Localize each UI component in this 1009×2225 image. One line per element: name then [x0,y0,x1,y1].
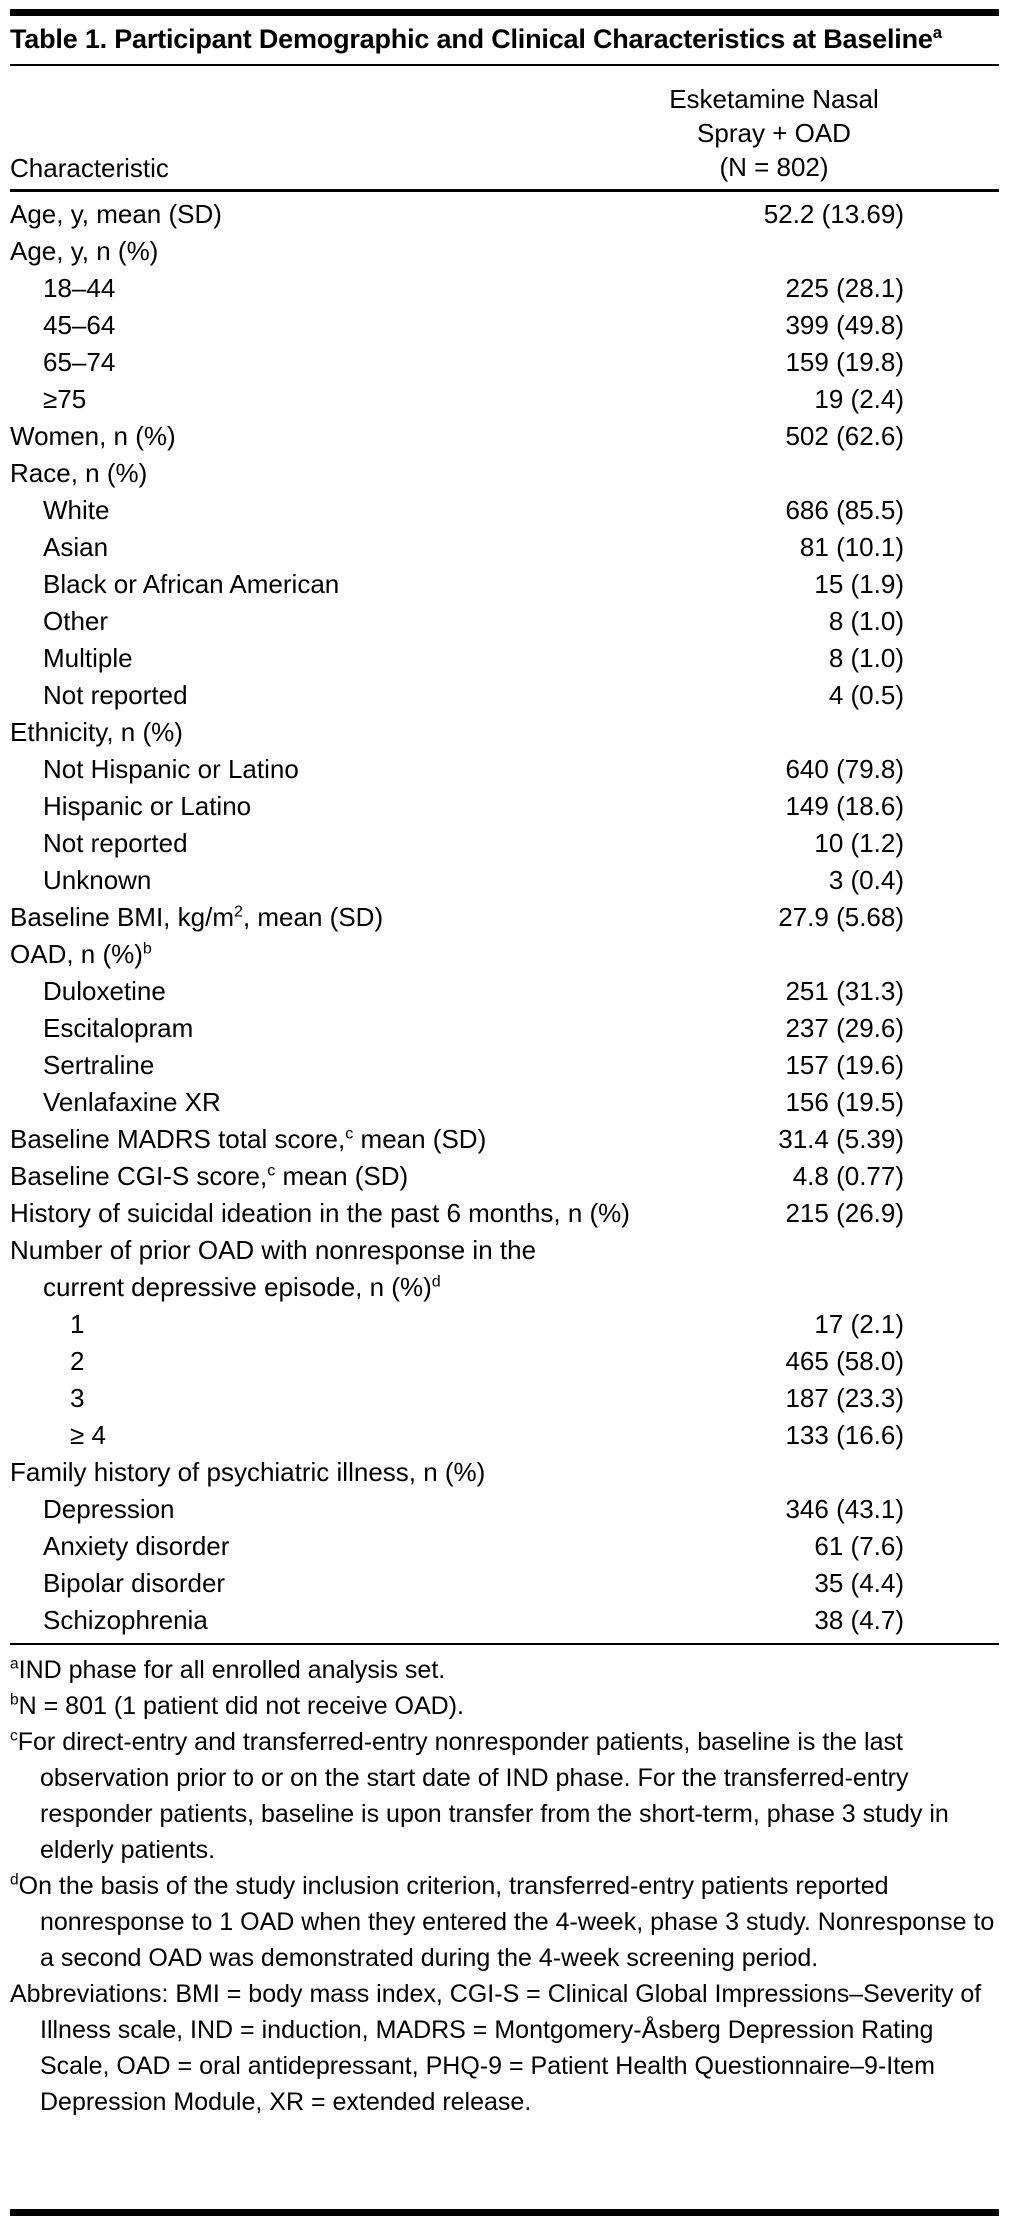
table-row [10,788,999,825]
footnote [10,1652,999,1688]
row-label: Black or African American [43,569,340,599]
table-row [10,825,999,862]
table-row [10,1380,999,1417]
row-label: Schizophrenia [43,1605,208,1635]
table-row [10,1528,999,1565]
row-label: Not reported [43,828,188,858]
footnotes [10,1645,999,2209]
row-value: 502 (62.6) [785,421,904,451]
row-label: Multiple [43,643,133,673]
table-body [10,192,999,1643]
row-label: current depressive episode, n (%)$^d$ [43,1272,441,1302]
footnote-marker: b [10,1691,19,1709]
footnote [10,1688,999,1724]
table-row [10,714,999,751]
row-label: Baseline MADRS total score,$^c$ mean (SD) [10,1124,487,1154]
row-label: Escitalopram [43,1013,194,1043]
row-label: Baseline BMI, $kg/m^2$, mean (SD) [10,902,384,932]
table-row [10,1306,999,1343]
column-header-line-2: Spray + OAD [697,118,851,148]
row-label: Duloxetine [43,976,166,1006]
top-rule [10,9,999,16]
row-value: 465 (58.0) [785,1346,904,1376]
table-title-superscript: a [932,23,942,42]
row-label: Not reported [43,680,188,710]
row-label: Bipolar disorder [43,1568,226,1598]
row-value: 19 (2.4) [814,384,904,414]
table-row [10,1454,999,1491]
row-label: 65–74 [43,347,116,377]
table-row [10,1084,999,1121]
table-row [10,566,999,603]
table-row [10,936,999,973]
table-row [10,381,999,418]
row-label: 45–64 [43,310,116,340]
row-label: Depression [43,1494,175,1524]
row-value: 237 (29.6) [785,1013,904,1043]
footnote-text: Abbreviations: BMI = body mass index, CGI-S = Clinical Global Impressions–Severity of Illness scale, IND = induction, MADRS = Montgomery-Åsberg Depression Rating Scale, OAD = oral antidepressant, PHQ-9 = Patient Health Questionnaire–9-Item Depression Module, XR = extended release. [10,1980,982,2116]
row-label: White [43,495,110,525]
row-value: 17 (2.1) [814,1309,904,1339]
bottom-rule [10,2209,999,2216]
row-value: 8 (1.0) [828,606,904,636]
table-row [10,455,999,492]
table-row [10,973,999,1010]
footnote [10,1724,999,1868]
footnote-marker: a [10,1655,19,1673]
row-label: Venlafaxine XR [43,1087,221,1117]
row-value: 399 (49.8) [785,310,904,340]
row-value: 3 (0.4) [828,865,904,895]
row-label: Baseline CGI-S score,$^c$ mean (SD) [10,1161,409,1191]
row-label: ≥75 [43,384,87,414]
table-row [10,1047,999,1084]
row-value: 133 (16.6) [785,1420,904,1450]
row-value: 225 (28.1) [785,273,904,303]
table-row [10,1417,999,1454]
table-row [10,529,999,566]
row-label: Age, y, mean (SD) [10,199,222,229]
row-label: Other [43,606,109,636]
row-value: 251 (31.3) [785,976,904,1006]
footnote-marker: d [10,1871,19,1889]
row-value: 640 (79.8) [785,754,904,784]
table-row [10,640,999,677]
table-header [10,66,999,189]
footnote-text: N = 801 (1 patient did not receive OAD). [18,1692,464,1720]
footnote [10,1976,999,2120]
row-value: 61 (7.6) [814,1531,904,1561]
table-row [10,344,999,381]
row-label: Not Hispanic or Latino [43,754,299,784]
row-label: Race, n (%) [10,458,148,488]
row-label: OAD, n (%)$^b$ [10,939,152,969]
row-label: Unknown [43,865,152,895]
row-label: 3 [70,1383,85,1413]
table-row [10,233,999,270]
row-value: 81 (10.1) [799,532,904,562]
table-row [10,1602,999,1639]
table-row [10,751,999,788]
row-label: 18–44 [43,273,116,303]
table-row [10,677,999,714]
table-title [10,16,999,64]
table-row [10,1491,999,1528]
footnote-text: For direct-entry and transferred-entry nonresponder patients, baseline is the last observation prior to or on the start date of IND phase. For the transferred-entry responder patients, baseline is upon transfer from the short-term, phase 3 study in elderly patients. [17,1728,949,1864]
row-label: ≥ 4 [70,1420,106,1450]
table-row [10,899,999,936]
row-value: 149 (18.6) [785,791,904,821]
footnote-text: IND phase for all enrolled analysis set. [18,1656,446,1684]
row-value: 31.4 (5.39) [778,1124,904,1154]
table-row [10,1269,999,1306]
row-label: Women, n (%) [10,421,176,451]
row-value: 52.2 (13.69) [763,199,904,229]
column-header-line-3: (N = 802) [719,152,829,182]
row-label: Sertraline [43,1050,155,1080]
row-value: 215 (26.9) [785,1198,904,1228]
row-value: 4 (0.5) [828,680,904,710]
row-value: 187 (23.3) [785,1383,904,1413]
row-label: Age, y, n (%) [10,236,159,266]
table-row [10,307,999,344]
table-row [10,1121,999,1158]
row-value: 35 (4.4) [814,1568,904,1598]
row-value: 156 (19.5) [785,1087,904,1117]
column-header-line-1: Esketamine Nasal [669,84,879,114]
table-row [10,492,999,529]
table-row [10,418,999,455]
table-row [10,270,999,307]
table-row [10,1343,999,1380]
row-label: 1 [70,1309,85,1339]
row-value: 27.9 (5.68) [778,902,904,932]
table-row [10,1010,999,1047]
column-header-characteristic: Characteristic [10,153,169,183]
footnote-marker: c [10,1727,18,1745]
row-label: 2 [70,1346,85,1376]
row-value: 8 (1.0) [828,643,904,673]
row-value: 38 (4.7) [814,1605,904,1635]
row-label: Hispanic or Latino [43,791,252,821]
row-label: Number of prior OAD with nonresponse in the [10,1235,537,1265]
table-row [10,1195,999,1232]
table-row [10,1158,999,1195]
table-title-text: Table 1. Participant Demographic and Clinical Characteristics at Baseline [10,24,933,54]
row-value: 159 (19.8) [785,347,904,377]
table-row [10,1232,999,1269]
footnote [10,1868,999,1976]
row-value: 10 (1.2) [814,828,904,858]
table-row [10,603,999,640]
table-row [10,196,999,233]
row-label: Asian [43,532,109,562]
row-value: 686 (85.5) [785,495,904,525]
row-label: History of suicidal ideation in the past 6 months, n (%) [10,1198,630,1228]
footnote-text: On the basis of the study inclusion criterion, transferred-entry patients reported nonresponse to 1 OAD when they entered the 4-week, phase 3 study. Nonresponse to a second OAD was demonstrated during the 4-week screening period. [18,1872,995,1972]
row-value: 15 (1.9) [814,569,904,599]
row-value: 346 (43.1) [785,1494,904,1524]
table-row [10,1565,999,1602]
row-label: Family history of psychiatric illness, n (%) [10,1457,486,1487]
row-value: 4.8 (0.77) [792,1161,904,1191]
row-label: Ethnicity, n (%) [10,717,183,747]
row-value: 157 (19.6) [785,1050,904,1080]
table-row [10,862,999,899]
row-label: Anxiety disorder [43,1531,230,1561]
column-header-group [634,82,914,184]
